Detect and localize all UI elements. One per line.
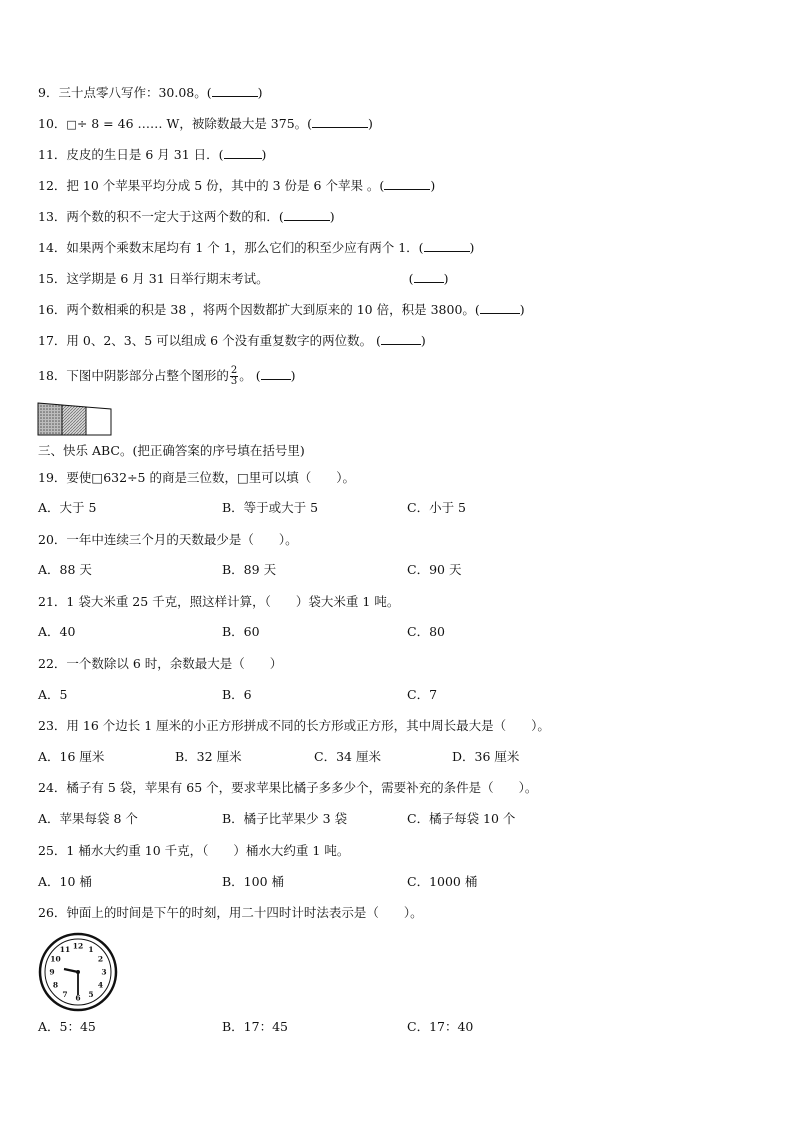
shaded-part-2 [62, 405, 86, 435]
option-24-c[interactable]: C．橘子每袋 10 个 [407, 811, 516, 826]
option-19-b[interactable]: B．等于或大于 5 [222, 500, 319, 515]
option-22-a[interactable]: A．5 [38, 687, 68, 702]
shaded-figure [37, 402, 113, 436]
option-20-a[interactable]: A．88 天 [38, 562, 92, 577]
question-17: 17．用 0、2、3、5 可以组成 6 个没有重复数字的两位数。 ( ) [38, 333, 426, 348]
question-22: 22．一个数除以 6 时，余数最大是（ ） [38, 656, 283, 671]
clock-number-2: 2 [97, 954, 104, 964]
clock-number-11: 11 [59, 945, 71, 954]
option-25-b[interactable]: B．100 桶 [222, 874, 285, 889]
option-26-b[interactable]: B．17：45 [222, 1019, 288, 1034]
question-10: 10．□÷ 8 = 46 …… W，被除数最大是 375。( ) [38, 116, 373, 131]
clock-number-12: 12 [72, 941, 84, 951]
option-21-a[interactable]: A．40 [38, 624, 76, 639]
option-20-b[interactable]: B．89 天 [222, 562, 277, 577]
option-24-b[interactable]: B．橘子比苹果少 3 袋 [222, 811, 348, 826]
clock-number-5: 5 [88, 990, 94, 999]
option-23-d[interactable]: D．36 厘米 [452, 749, 520, 764]
option-23-c[interactable]: C．34 厘米 [314, 749, 381, 764]
question-26: 26．钟面上的时间是下午的时刻，用二十四时计时法表示是（ ）。 [38, 905, 423, 920]
clock-face [38, 932, 118, 1012]
option-20-c[interactable]: C．90 天 [407, 562, 462, 577]
clock-number-3: 3 [101, 967, 107, 977]
option-22-b[interactable]: B．6 [222, 687, 252, 702]
question-15: 15．这学期是 6 月 31 日举行期末考试。 ( ) [38, 271, 449, 286]
option-21-b[interactable]: B．60 [222, 624, 260, 639]
question-9: 9．三十点零八写作：30.08。( ) [38, 85, 263, 100]
option-19-c[interactable]: C．小于 5 [407, 500, 466, 515]
clock-number-1: 1 [88, 945, 94, 954]
question-19: 19．要使□632÷5 的商是三位数，□里可以填（ ）。 [38, 470, 356, 485]
unshaded-part [86, 407, 111, 435]
question-21: 21．1 袋大米重 25 千克，照这样计算，（ ）袋大米重 1 吨。 [38, 594, 400, 609]
shaded-part-1 [38, 403, 62, 435]
clock-number-6: 6 [75, 993, 81, 1003]
question-23: 23．用 16 个边长 1 厘米的小正方形拼成不同的长方形或正方形，其中周长最大是（ ）。 [38, 718, 550, 733]
option-21-c[interactable]: C．80 [407, 624, 445, 639]
option-23-a[interactable]: A．16 厘米 [38, 749, 105, 764]
question-12: 12．把 10 个苹果平均分成 5 份，其中的 3 份是 6 个苹果 。( ) [38, 178, 436, 193]
option-23-b[interactable]: B．32 厘米 [175, 749, 242, 764]
clock-number-8: 8 [52, 980, 59, 990]
question-24: 24．橘子有 5 袋，苹果有 65 个，要求苹果比橘子多多少个，需要补充的条件是（ ）。 [38, 780, 538, 795]
question-18: 18．下图中阴影部分占整个图形的 $\frac{2}{3}$ 。 ( ) [38, 365, 296, 387]
question-20: 20．一年中连续三个月的天数最少是（ ）。 [38, 532, 298, 547]
clock-number-9: 9 [49, 967, 55, 977]
option-26-c[interactable]: C．17：40 [407, 1019, 474, 1034]
clock-number-7: 7 [62, 990, 68, 999]
question-11: 11．皮皮的生日是 6 月 31 日．( ) [38, 147, 267, 162]
question-25: 25．1 桶水大约重 10 千克，（ ）桶水大约重 1 吨。 [38, 843, 350, 858]
option-24-a[interactable]: A．苹果每袋 8 个 [38, 811, 138, 826]
question-14: 14．如果两个乘数末尾均有 1 个 1，那么它们的积至少应有两个 1．( ) [38, 240, 475, 255]
option-26-a[interactable]: A．5：45 [38, 1019, 96, 1034]
clock-number-4: 4 [97, 980, 104, 990]
question-16: 16．两个数相乘的积是 38 ，将两个因数都扩大到原来的 10 倍，积是 3800。( ) [38, 302, 525, 317]
clock-number-10: 10 [50, 954, 61, 964]
option-25-a[interactable]: A．10 桶 [38, 874, 92, 889]
option-25-c[interactable]: C．1000 桶 [407, 874, 478, 889]
option-22-c[interactable]: C．7 [407, 687, 438, 702]
section-3-heading: 三、快乐 ABC。(把正确答案的序号填在括号里) [38, 443, 305, 458]
question-13: 13．两个数的积不一定大于这两个数的和．( ) [38, 209, 335, 224]
option-19-a[interactable]: A．大于 5 [38, 500, 97, 515]
fraction-two-thirds: $\frac{2}{3}$ [230, 365, 238, 387]
